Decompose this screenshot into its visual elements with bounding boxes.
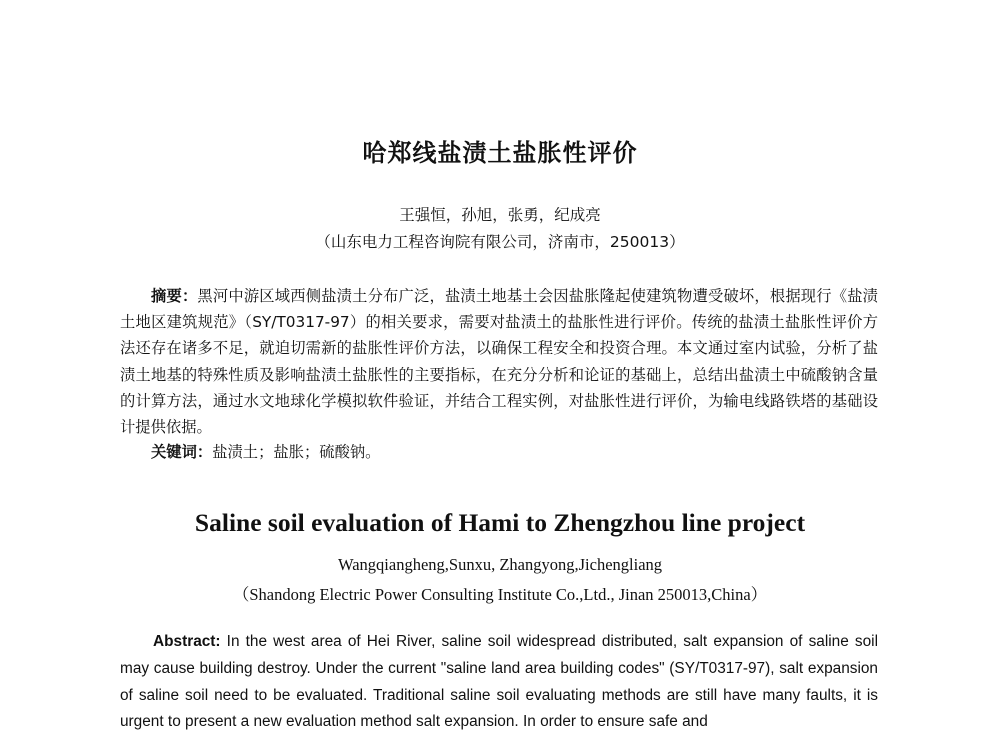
en-abstract (120, 629, 878, 736)
en-abstract-text: In the west area of Hei River, saline soil widespread distributed, salt expansion of saline soil may cause building destroy. Under the current "saline land area building codes" (SY/T0317-97), salt expansion of saline soil need to be evaluated. Traditional saline soil evaluating methods are still have many faults, it is urgent to present a new evaluation method salt expansion. In order to ensure safe and (120, 633, 878, 731)
en-title: Saline soil evaluation of Hami to Zhengzhou line project (194, 508, 806, 537)
cn-affiliation: （山东电力工程咨询院有限公司，济南市，250013） (315, 233, 685, 251)
en-affiliation: （Shandong Electric Power Consulting Institute Co.,Ltd., Jinan 250013,China） (232, 585, 768, 604)
cn-abstract-label: 摘要： (151, 287, 198, 305)
cn-abstract (120, 283, 878, 440)
cn-abstract-text: 黑河中游区域西侧盐渍土分布广泛，盐渍土地基土会因盐胀隆起使建筑物遭受破坏，根据现行《盐渍土地区建筑规范》（SY/T0317-97）的相关要求，需要对盐渍土的盐胀性进行评价。传统的盐渍土盐胀性评价方法还存在诸多不足，就迫切需新的盐胀性评价方法，以确保工程安全和投资合理。本文通过室内试验，分析了盐渍土地基的特殊性质及影响盐渍土盐胀性的主要指标，在充分分析和论证的基础上，总结出盐渍土中硫酸钠含量的计算方法，通过水文地球化学模拟软件验证，并结合工程实例，对盐胀性进行评价，为输电线路铁塔的基础设计提供依据。 (120, 287, 878, 437)
cn-authors: 王强恒，孙旭，张勇，纪成亮 (399, 206, 601, 224)
en-authors: Wangqiangheng,Sunxu, Zhangyong,Jichengliang (337, 555, 663, 574)
cn-keywords (151, 440, 380, 462)
cn-keywords-text: 盐渍土；盐胀；硫酸钠。 (212, 443, 381, 461)
en-abstract-label: Abstract: (153, 633, 221, 650)
cn-title: 哈郑线盐渍土盐胀性评价 (362, 139, 638, 167)
cn-keywords-label: 关键词： (151, 443, 213, 461)
